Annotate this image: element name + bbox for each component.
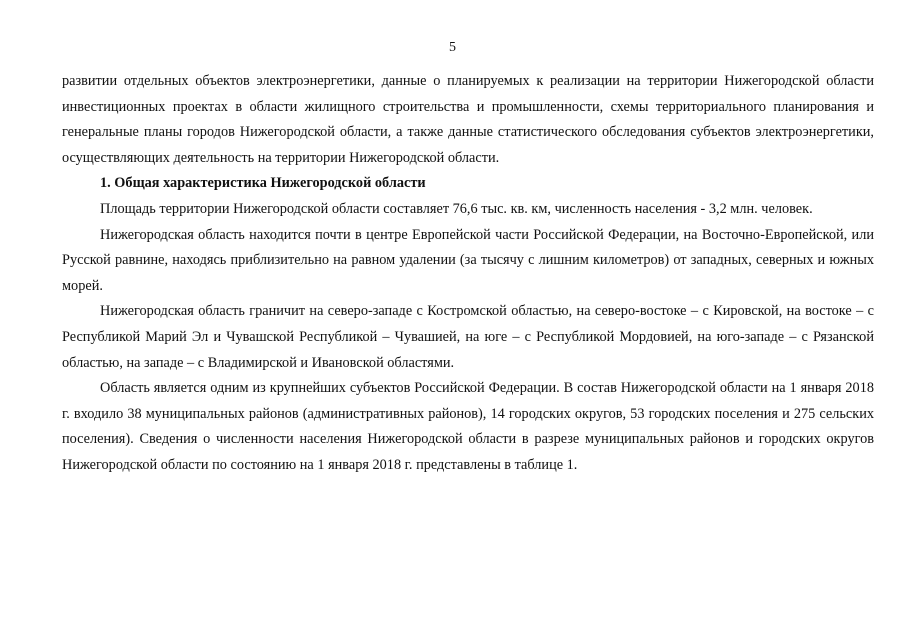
paragraph-composition: Область является одним из крупнейших субъектов Российской Федерации. В состав Нижегородской области на 1 января 2018 г. входило 38 муниципальных районов (административных районов), 14 городских округов, 53 городских поселения и 275 сельских поселения). Сведения о численности населения Нижегородской области в разрезе муниципальных районов и городских округов Нижегородской области по состоянию на 1 января 2018 г. представлены в таблице 1. (62, 380, 874, 473)
paragraph-borders: Нижегородская область граничит на северо-западе с Костромской областью, на северо-востоке – с Кировской, на востоке – с Республикой Марий Эл и Чувашской Республикой – Чувашией, на юге – с Республикой Мордовией, на юго-западе – с Рязанской областью, на западе – с Владимирской и Ивановской областями. (62, 303, 874, 371)
paragraph-continuation: развитии отдельных объектов электроэнергетики, данные о планируемых к реализации на территории Нижегородской области инвестиционных проектах в области жилищного строительства и промышленности, схемы территориального планирования и генеральные планы городов Нижегородской области, а также данные статистического обследования субъектов электроэнергетики, осуществляющих деятельность на территории Нижегородской области. (62, 73, 874, 166)
page-number: 5 (449, 40, 456, 55)
paragraph-area: Площадь территории Нижегородской области составляет 76,6 тыс. кв. км, численность населения - 3,2 млн. человек. (100, 200, 813, 217)
section-heading: 1. Общая характеристика Нижегородской области (100, 175, 426, 192)
paragraph-location: Нижегородская область находится почти в центре Европейской части Российской Федерации, на Восточно-Европейской, или Русской равнине, находясь приблизительно на равном удалении (за тысячу с лишним километров) от западных, северных и южных морей. (62, 226, 874, 294)
document-body (62, 69, 874, 479)
